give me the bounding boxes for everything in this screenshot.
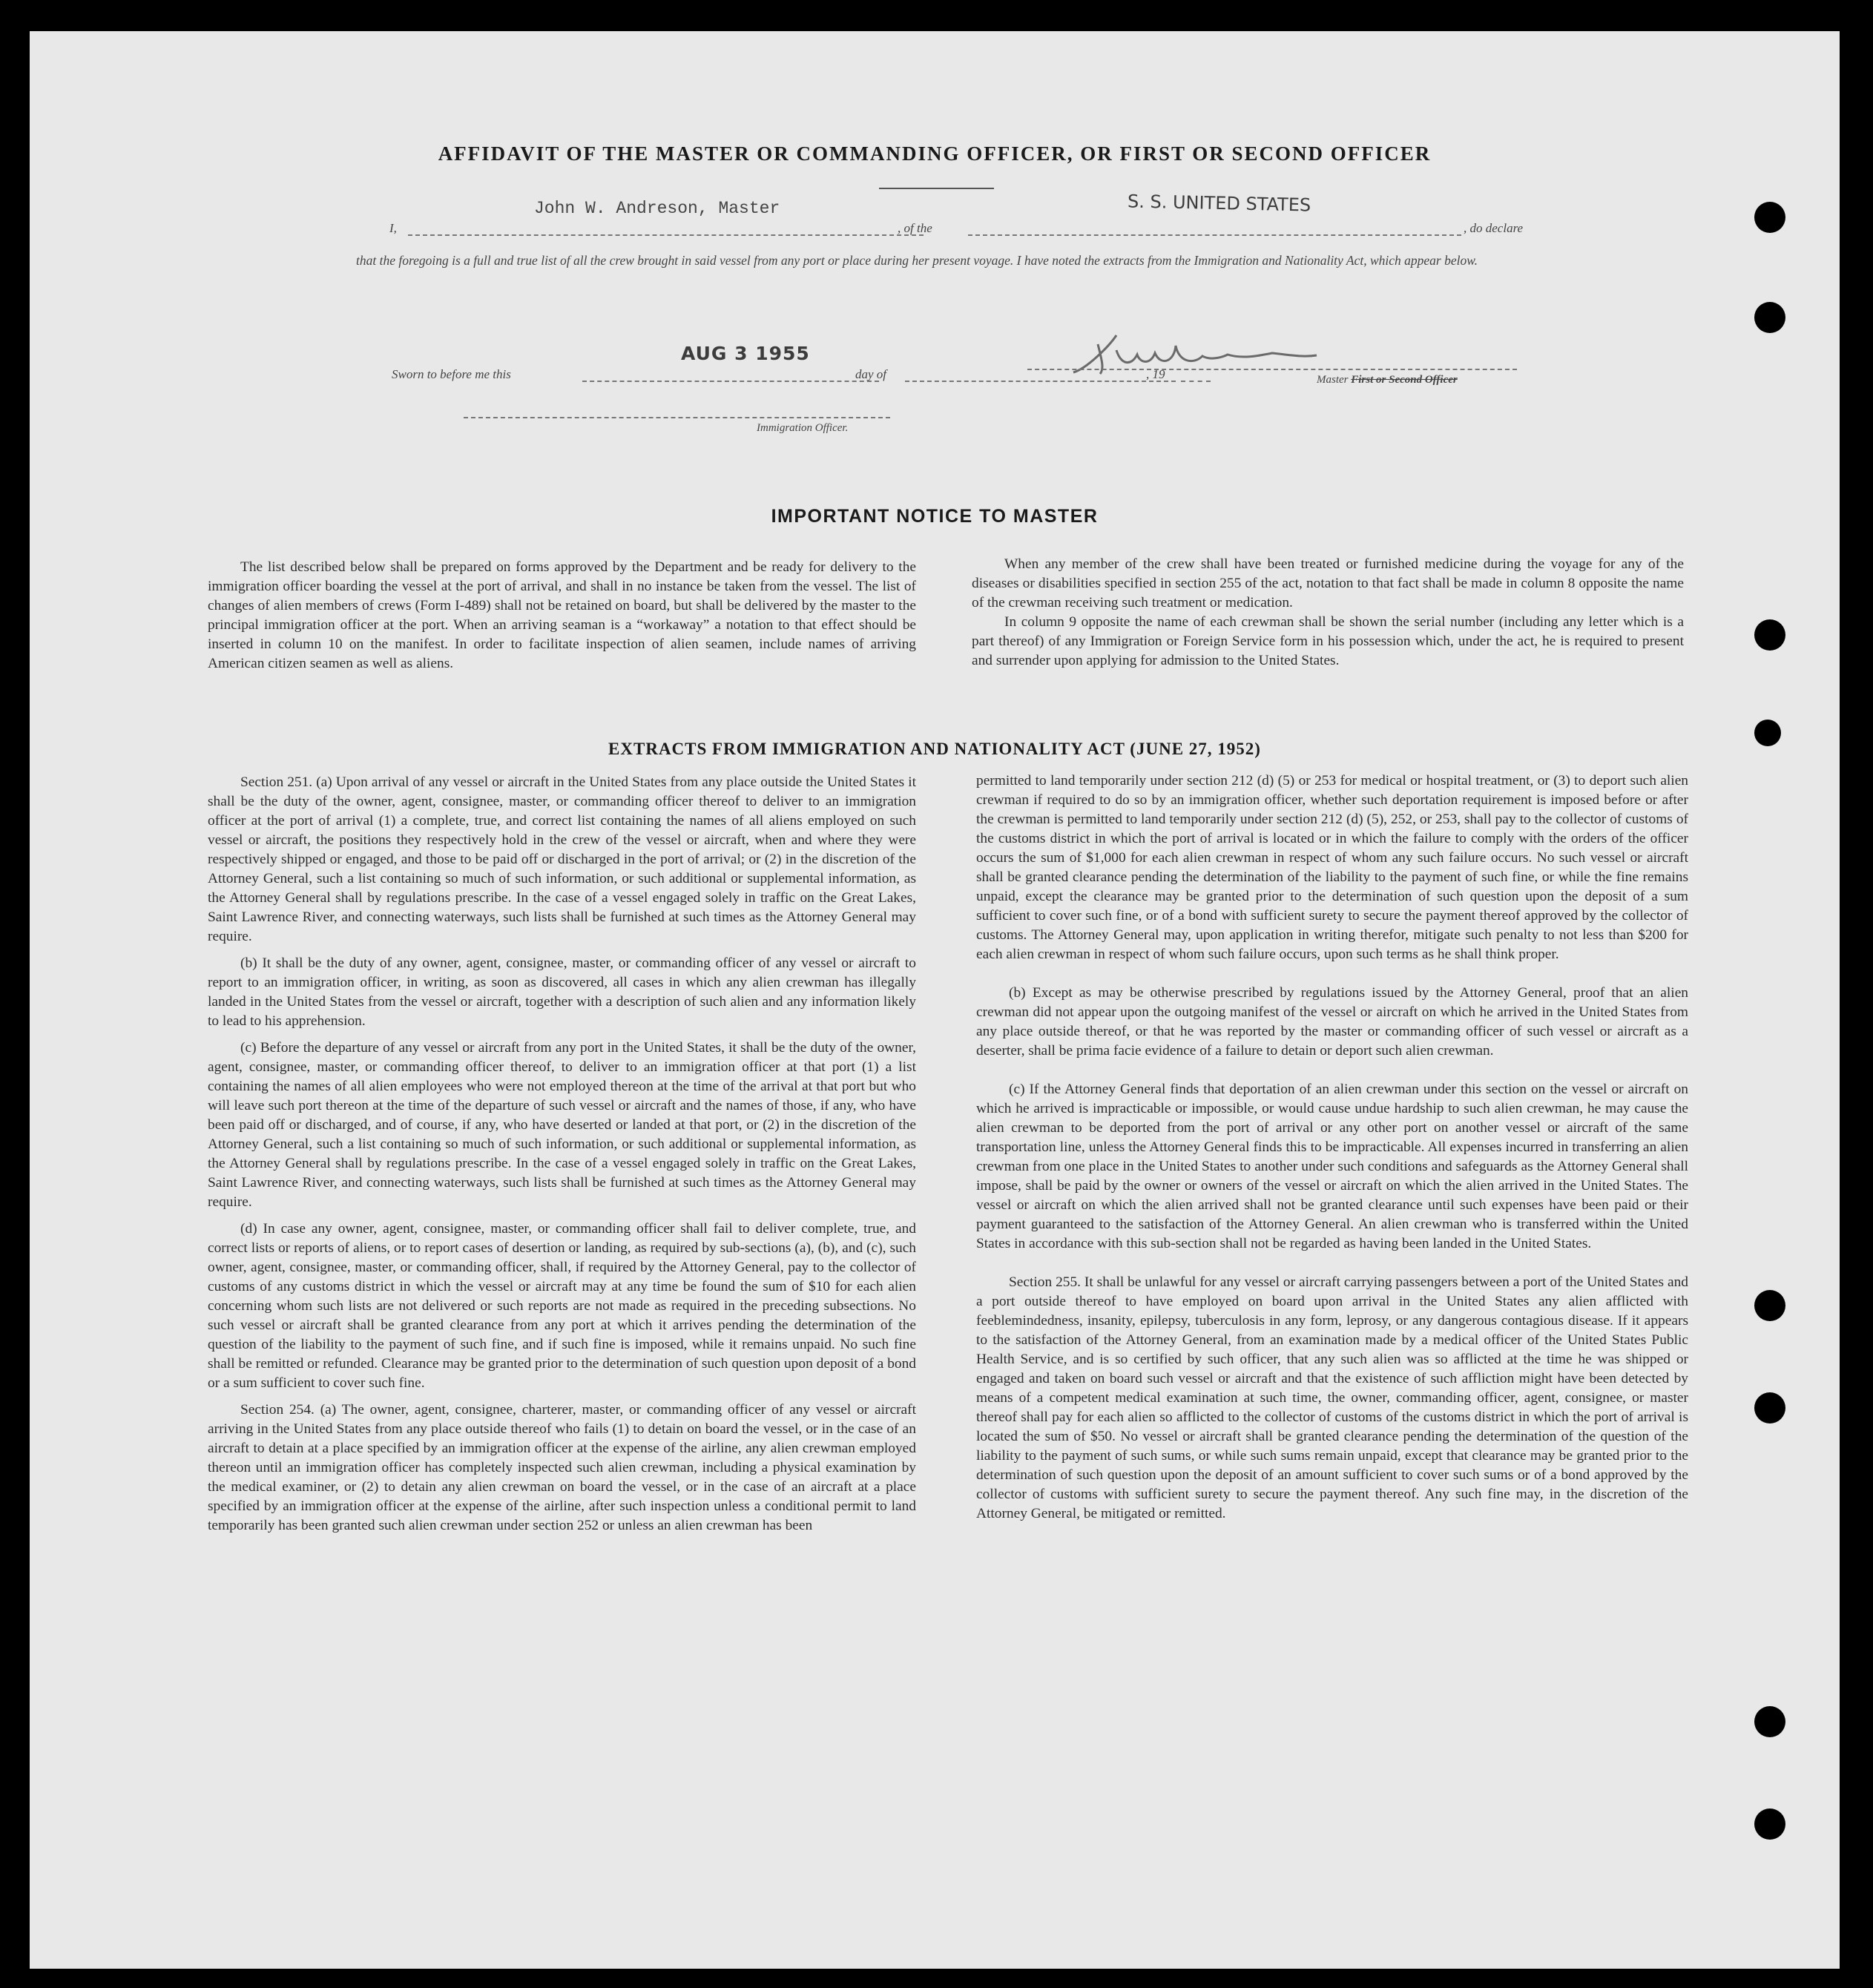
notice-left-text: The list described below shall be prepared on forms approved by the Department and be ready for delivery to the immigration officer boarding the vessel at the port of arrival, and shall in no instance be taken from the vessel. The list of changes of alien members of crews (Form I-489) shall not be retained on board, but shall be delivered by the master to the principal immigration officer at the port. When an arriving seaman is a “workaway” a notation to that effect should be inserted in column 10 on the manifest. In order to facilitate inspection of alien seamen, include names of arriving American citizen seamen as well as aliens. [208,559,916,671]
declaration-text: that the foregoing is a full and true list of all the crew brought in said vessel from any port or place during her present voyage. I have noted the extracts from the Immigration and Nationality Act, which appear below. [356,253,1478,268]
year-line [1181,381,1211,382]
signature [1027,328,1517,380]
title-rule [879,188,994,189]
notice-right-column [972,555,1684,671]
punch-hole [1754,1706,1785,1737]
section-254a: Section 254. (a) The owner, agent, consignee, charterer, master, or commanding officer of any vessel or aircraft arriving in the United States from any place outside thereof who fails (1) to detain on board the vessel, or in the case of an aircraft to detain at a place specified by an immigration officer at the expense of the airline, any alien crewman employed thereon until an immigration officer has completely inspected such alien crewman, including a physical examination by the medical examiner, or (2) to detain any alien crewman on board the vessel, or in the case of an aircraft at a place specified by an immigration officer at the expense of the airline, after such inspection unless a conditional permit to land temporarily has been granted such alien crewman under section 252 or unless an alien crewman has been [208,1402,916,1533]
signer-title-struck: First or Second Officer [1351,374,1458,386]
date-stamp: AUG 3 1955 [681,343,810,364]
punch-hole [1754,720,1781,746]
extracts-left-column [208,773,916,1536]
of-the-label: , of the [898,221,932,235]
vessel-line [968,234,1461,236]
do-declare-label: , do declare [1464,221,1524,235]
section-251b: (b) It shall be the duty of any owner, agent, consignee, master, or commanding officer of any vessel or aircraft to report to an immigration officer, in writing, as soon as discovered, all cases in which any alien crewman has illegally landed in the United States from the vessel or aircraft, together with a description of such alien and any information likely to lead to his apprehension. [208,955,916,1029]
notice-right-text-1: When any member of the crew shall have been treated or furnished medicine during the voyage for any of the diseases or disabilities specified in section 255 of the act, notation to that fact shall be made in column 8 opposite the name of the crewman receiving such treatment or medication. [972,556,1684,610]
affidavit-title: AFFIDAVIT OF THE MASTER OR COMMANDING OFFICER, OR FIRST OR SECOND OFFICER [438,142,1432,165]
punch-hole [1754,619,1785,651]
notice-right-text-2: In column 9 opposite the name of each crewman shall be shown the serial number (including any letter which is a part thereof) of any Immigration or Foreign Service form in his possession which, under the act, he is required to present and surrender upon applying for admission to the United States. [972,614,1684,668]
punch-hole [1754,202,1785,233]
day-of-label: day of [855,367,887,381]
i-label: I, [389,221,397,235]
document-page [30,31,1840,1969]
punch-hole [1754,1290,1785,1321]
punch-hole [1754,302,1785,333]
section-251c: (c) Before the departure of any vessel or aircraft from any port in the United States, it shall be the duty of the owner, agent, consignee, master, or commanding officer thereof, to deliver to an immigration officer at that port (1) a list containing the names of all alien employees who were not employed thereon at the time of the arrival at that port but who will leave such port thereon at the time of the departure of such vessel or aircraft and the names of those, if any, who have been paid off or discharged, and of course, if any, who have deserted or landed at that port, or (2) in the discretion of the Attorney General, such a list containing so much of such information, or such additional or supplemental information, as the Attorney General shall by regulations prescribe. In the case of a vessel engaged solely in traffic on the Great Lakes, Saint Lawrence River, and connecting waterways, such lists shall be furnished at such times as the Attorney General may require. [208,1040,916,1210]
notice-left-column [208,558,916,674]
officer-line [464,417,890,418]
signer-title-master: Master [1317,374,1349,386]
year-label: , 19 [1146,367,1165,381]
sworn-day-line [582,381,879,382]
punch-hole [1754,1392,1785,1423]
section-251d: (d) In case any owner, agent, consignee, master, or commanding officer shall fail to deliver complete, true, and correct lists or reports of aliens, or to report cases of desertion or landing, as required by sub-sections (a), (b), and (c), such owner, agent, consignee, master, or commanding officer, shall, if required by the Attorney General, pay to the collector of customs of any customs district in which the vessel or aircraft may at any time be found the sum of $10 for each alien concerning whom such lists are not delivered or such reports are not made as required in the preceding subsections. No such vessel or aircraft shall be granted clearance from any port at which it arrives pending the determination of the question of the liability to the payment of such fine, and if such fine is imposed, while it remains unpaid. No such fine shall be remitted or refunded. Clearance may be granted prior to the determination of such question upon deposit of a bond or a sum sufficient to cover such fine. [208,1221,916,1391]
notice-title: IMPORTANT NOTICE TO MASTER [771,506,1099,527]
officer-label: Immigration Officer. [757,422,849,434]
section-254b: (b) Except as may be otherwise prescribed by regulations issued by the Attorney General, proof that an alien crewman did not appear upon the outgoing manifest of the vessel or aircraft on which he arrived in the United States from any place outside thereof, or that he was reported by the master or commanding officer of such vessel or aircraft as a deserter, shall be prima facie evidence of a failure to detain or deport such alien crewman. [976,985,1688,1059]
sworn-month-line [905,381,1176,382]
section-254a-continued: permitted to land temporarily under section 212 (d) (5) or 253 for medical or hospital treatment, or (3) to deport such alien crewman if required to do so by an immigration officer, whether such deportation requirement is imposed before or after the crewman is permitted to land temporarily under section 212 (d) (5), 252, or 253, shall pay to the collector of customs of the customs district in which the port of arrival is located or in which the failure to comply with the orders of the officer occurs the sum of $1,000 for each alien crewman in respect of whom any such failure occurs. No such vessel or aircraft shall be granted clearance pending the determination of the liability to the payment of such fine, or while the fine remains unpaid, except the clearance may be granted prior to the determination of such question upon the deposit of a sum sufficient to cover such fine, or of a bond with sufficient surety to secure the payment thereof approved by the collector of customs. The Attorney General may, upon application in writing therefor, mitigate such penalty to not less than $200 for each alien crewman in respect of whom such failure occurs, upon such terms as he shall think proper. [976,773,1688,962]
extracts-title: EXTRACTS FROM IMMIGRATION AND NATIONALITY ACT (JUNE 27, 1952) [608,740,1261,758]
sworn-label: Sworn to before me this [392,367,511,381]
signer-title [1317,374,1458,386]
master-name: John W. Andreson, Master [534,199,780,218]
name-line [408,234,924,236]
vessel-name: S. S. UNITED STATES [1127,191,1311,216]
signature-line [1027,369,1517,370]
punch-hole [1754,1808,1785,1840]
section-255: Section 255. It shall be unlawful for any vessel or aircraft carrying passengers between a port of the United States and a port outside thereof to have employed on board upon arrival in the United States any alien afflicted with feeblemindedness, insanity, epilepsy, tuberculosis in any form, leprosy, or any dangerous contagious disease. If it appears to the satisfaction of the Attorney General, from an examination made by a medical officer of the United States Public Health Service, and is so certified by such officer, that any such alien was so afflicted at the time he was shipped or engaged and taken on board such vessel or aircraft and that the existence of such affliction might have been detected by means of a competent medical examination at such time, the owner, commanding officer, agent, consignee, or master thereof shall pay for each alien so afflicted to the collector of customs of the customs district in which the port of arrival is located the sum of $50. No vessel or aircraft shall be granted clearance pending the determination of the question of the liability to the payment of such sums, or while such sums remain unpaid, except that clearance may be granted prior to the determination of such question upon the deposit of an amount sufficient to cover such sums or of a bond approved by the collector of customs with sufficient surety to secure the payment thereof. Any such fine may, in the discretion of the Attorney General, be mitigated or remitted. [976,1274,1688,1521]
extracts-right-column [976,771,1688,1524]
section-251a: Section 251. (a) Upon arrival of any vessel or aircraft in the United States from any place outside the United States it shall be the duty of the owner, agent, consignee, master, or commanding officer thereof to deliver to an immigration officer at the port of arrival (1) a complete, true, and correct list containing the names of all aliens employed on such vessel or aircraft, the positions they respectively hold in the crew of the vessel or aircraft, when and where they were respectively shipped or engaged, and those to be paid off or discharged in the port of arrival; or (2) in the discretion of the Attorney General, such a list containing so much of such information, or such additional or supplemental information, as the Attorney General shall by regulations prescribe. In the case of a vessel engaged solely in traffic on the Great Lakes, Saint Lawrence River, and connecting waterways, such lists shall be furnished at such times as the Attorney General may require. [208,774,916,944]
section-254c: (c) If the Attorney General finds that deportation of an alien crewman under this section on the vessel or aircraft on which he arrived is impracticable or impossible, or would cause undue hardship to such alien crewman, he may cause the alien crewman to be deported from the port of arrival or any other port on another vessel or aircraft of the same transportation line, unless the Attorney General finds this to be impracticable. All expenses incurred in transferring an alien crewman from one place in the United States to another under such conditions and safeguards as the Attorney General shall impose, shall be paid by the owner or owners of the vessel or aircraft on which the alien arrived in the United States. The vessel or aircraft on which the alien arrived shall not be granted clearance until such expenses have been paid or their payment guaranteed to the satisfaction of the Attorney General. An alien crewman who is transferred within the United States in accordance with this sub-section shall not be regarded as having been landed in the United States. [976,1082,1688,1251]
